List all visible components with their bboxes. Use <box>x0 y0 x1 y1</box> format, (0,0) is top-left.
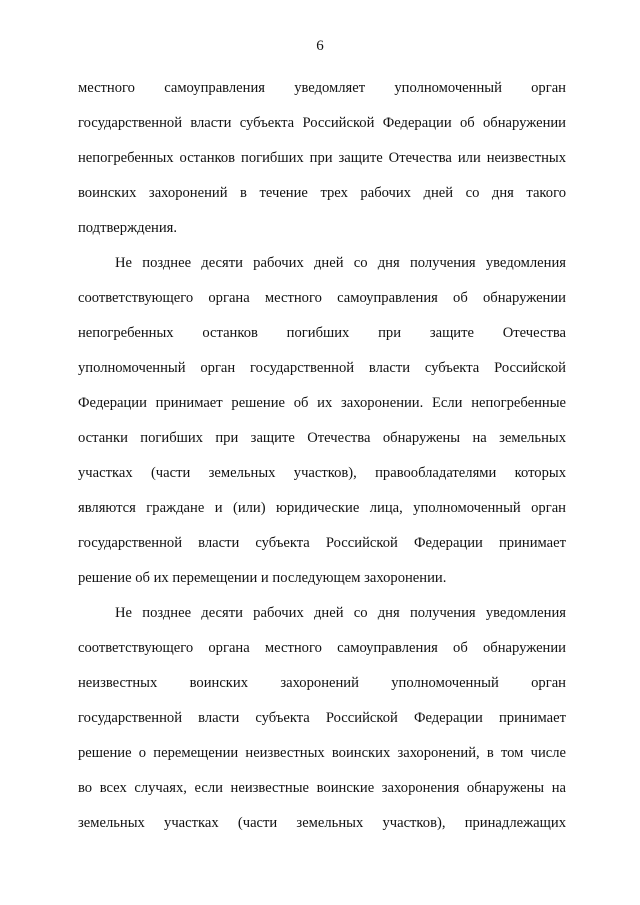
text-line: непогребенных останков погибших при защите Отечества <box>78 325 566 341</box>
text-line: воинских захоронений в течение трех рабочих дней со дня такого <box>78 185 566 201</box>
text-line: соответствующего органа местного самоуправления об обнаружении <box>78 640 566 656</box>
text-line: являются граждане и (или) юридические лица, уполномоченный орган <box>78 500 566 516</box>
text-line: Федерации принимает решение об их захоронении. Если непогребенные <box>78 395 566 411</box>
text-line: государственной власти субъекта Российской Федерации принимает <box>78 535 566 551</box>
paragraph-3 <box>78 599 566 844</box>
text-line: государственной власти субъекта Российской Федерации принимает <box>78 710 566 726</box>
text-line: местного самоуправления уведомляет уполномоченный орган <box>78 80 566 96</box>
paragraph-2 <box>78 249 566 599</box>
text-line: подтверждения. <box>78 220 178 236</box>
paragraph-1 <box>78 74 566 249</box>
text-line: решение о перемещении неизвестных воинских захоронений, в том числе <box>78 745 566 761</box>
text-line: участках (части земельных участков), правообладателями которых <box>78 465 566 481</box>
text-line: Не позднее десяти рабочих дней со дня получения уведомления <box>115 255 566 271</box>
text-line: земельных участках (части земельных участков), принадлежащих <box>78 815 566 831</box>
text-line: неизвестных воинских захоронений уполномоченный орган <box>78 675 566 691</box>
text-line: непогребенных останков погибших при защите Отечества или неизвестных <box>78 150 566 166</box>
text-line: во всех случаях, если неизвестные воинские захоронения обнаружены на <box>78 780 566 796</box>
text-line: останки погибших при защите Отечества обнаружены на земельных <box>78 430 566 446</box>
text-line: уполномоченный орган государственной власти субъекта Российской <box>78 360 566 376</box>
page-number: 6 <box>316 38 324 54</box>
text-line: Не позднее десяти рабочих дней со дня получения уведомления <box>115 605 566 621</box>
text-line: соответствующего органа местного самоуправления об обнаружении <box>78 290 566 306</box>
text-line: решение об их перемещении и последующем захоронении. <box>78 570 447 586</box>
text-line: государственной власти субъекта Российской Федерации об обнаружении <box>78 115 566 131</box>
document-body <box>78 74 566 844</box>
